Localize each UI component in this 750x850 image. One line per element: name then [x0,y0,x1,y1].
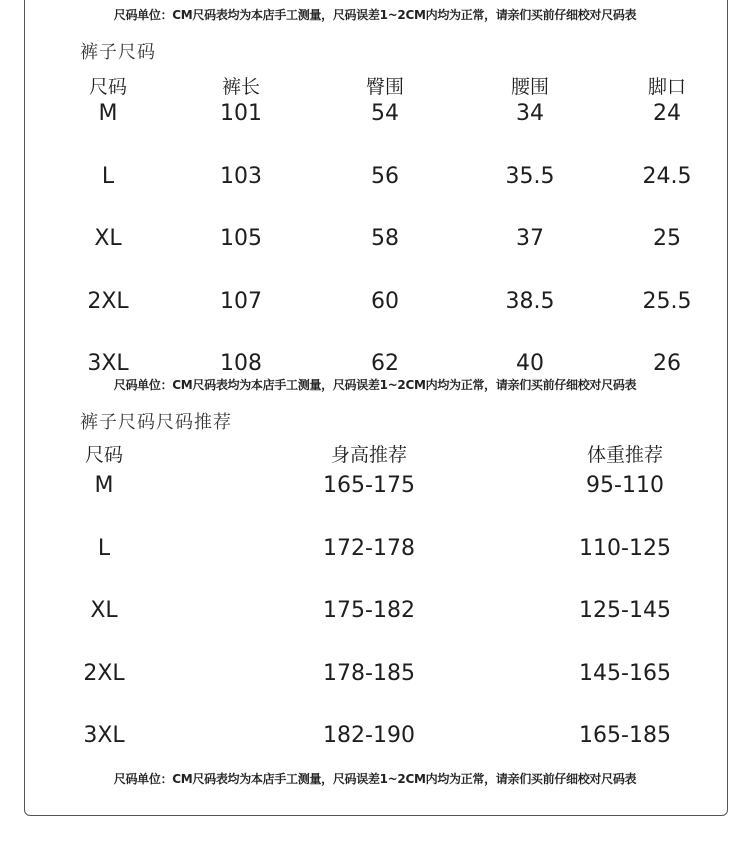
pants-header-1: 裤长 [221,76,261,98]
pants-cell-r1-c0: L [101,163,115,189]
pants-cell-r2-c1: 105 [220,226,262,251]
recommend-cell-r3-c2: 145-165 [579,660,671,686]
recommend-cell-r0-c2: 95-110 [586,473,664,498]
pants-cell-r4-c2: 62 [371,351,399,376]
pants-cell-r2-c3: 37 [516,226,544,251]
pants-cell-r4-c1: 108 [220,351,262,376]
recommend-size-title: 裤子尺码尺码推荐 [80,412,232,433]
pants-cell-r4-c0: 3XL [87,351,129,376]
size-note-top: 尺码单位：CM尺码表均为本店手工测量，尺码误差1~2CM内均为正常，请亲们买前仔细校对尺码表 [113,8,637,22]
pants-size-title: 裤子尺码 [80,42,156,63]
pants-cell-r0-c0: M [98,101,118,126]
recommend-cell-r1-c1: 172-178 [323,535,415,561]
pants-cell-r0-c4: 24 [653,101,681,126]
recommend-cell-r2-c0: XL [90,598,118,623]
recommend-cell-r1-c0: L [97,535,111,561]
pants-cell-r1-c4: 24.5 [642,163,692,189]
recommend-cell-r4-c1: 182-190 [323,723,415,748]
recommend-cell-r1-c2: 110-125 [579,535,671,561]
recommend-cell-r4-c0: 3XL [83,723,125,748]
pants-cell-r1-c2: 56 [371,163,399,189]
pants-cell-r3-c0: 2XL [87,288,129,314]
pants-cell-r2-c2: 58 [371,226,399,251]
recommend-header-2: 体重推荐 [586,444,664,466]
pants-header-0: 尺码 [88,76,128,98]
recommend-cell-r4-c2: 165-185 [579,723,671,748]
recommend-cell-r0-c0: M [94,473,114,498]
pants-header-3: 腰围 [510,76,550,98]
pants-header-2: 臀围 [365,76,405,98]
recommend-cell-r0-c1: 165-175 [323,473,415,498]
pants-cell-r3-c4: 25.5 [642,288,692,314]
recommend-cell-r2-c2: 125-145 [579,598,671,623]
pants-cell-r2-c4: 25 [653,226,681,251]
pants-header-4: 脚口 [647,76,687,98]
pants-cell-r3-c3: 38.5 [505,288,555,314]
recommend-cell-r3-c1: 178-185 [323,660,415,686]
size-note-middle: 尺码单位：CM尺码表均为本店手工测量，尺码误差1~2CM内均为正常，请亲们买前仔细校对尺码表 [113,378,637,392]
pants-cell-r4-c4: 26 [653,351,681,376]
recommend-header-0: 尺码 [84,444,124,466]
pants-cell-r0-c2: 54 [371,101,399,126]
pants-cell-r1-c3: 35.5 [505,163,555,189]
pants-cell-r4-c3: 40 [516,351,544,376]
recommend-cell-r3-c0: 2XL [83,660,125,686]
recommend-cell-r2-c1: 175-182 [323,598,415,623]
pants-cell-r1-c1: 103 [220,163,262,189]
pants-cell-r0-c3: 34 [516,101,544,126]
pants-cell-r3-c1: 107 [220,288,262,314]
pants-cell-r0-c1: 101 [220,101,262,126]
pants-cell-r2-c0: XL [94,226,122,251]
recommend-header-1: 身高推荐 [330,444,408,466]
pants-cell-r3-c2: 60 [371,288,399,314]
size-note-bottom: 尺码单位：CM尺码表均为本店手工测量，尺码误差1~2CM内均为正常，请亲们买前仔细校对尺码表 [113,772,637,786]
